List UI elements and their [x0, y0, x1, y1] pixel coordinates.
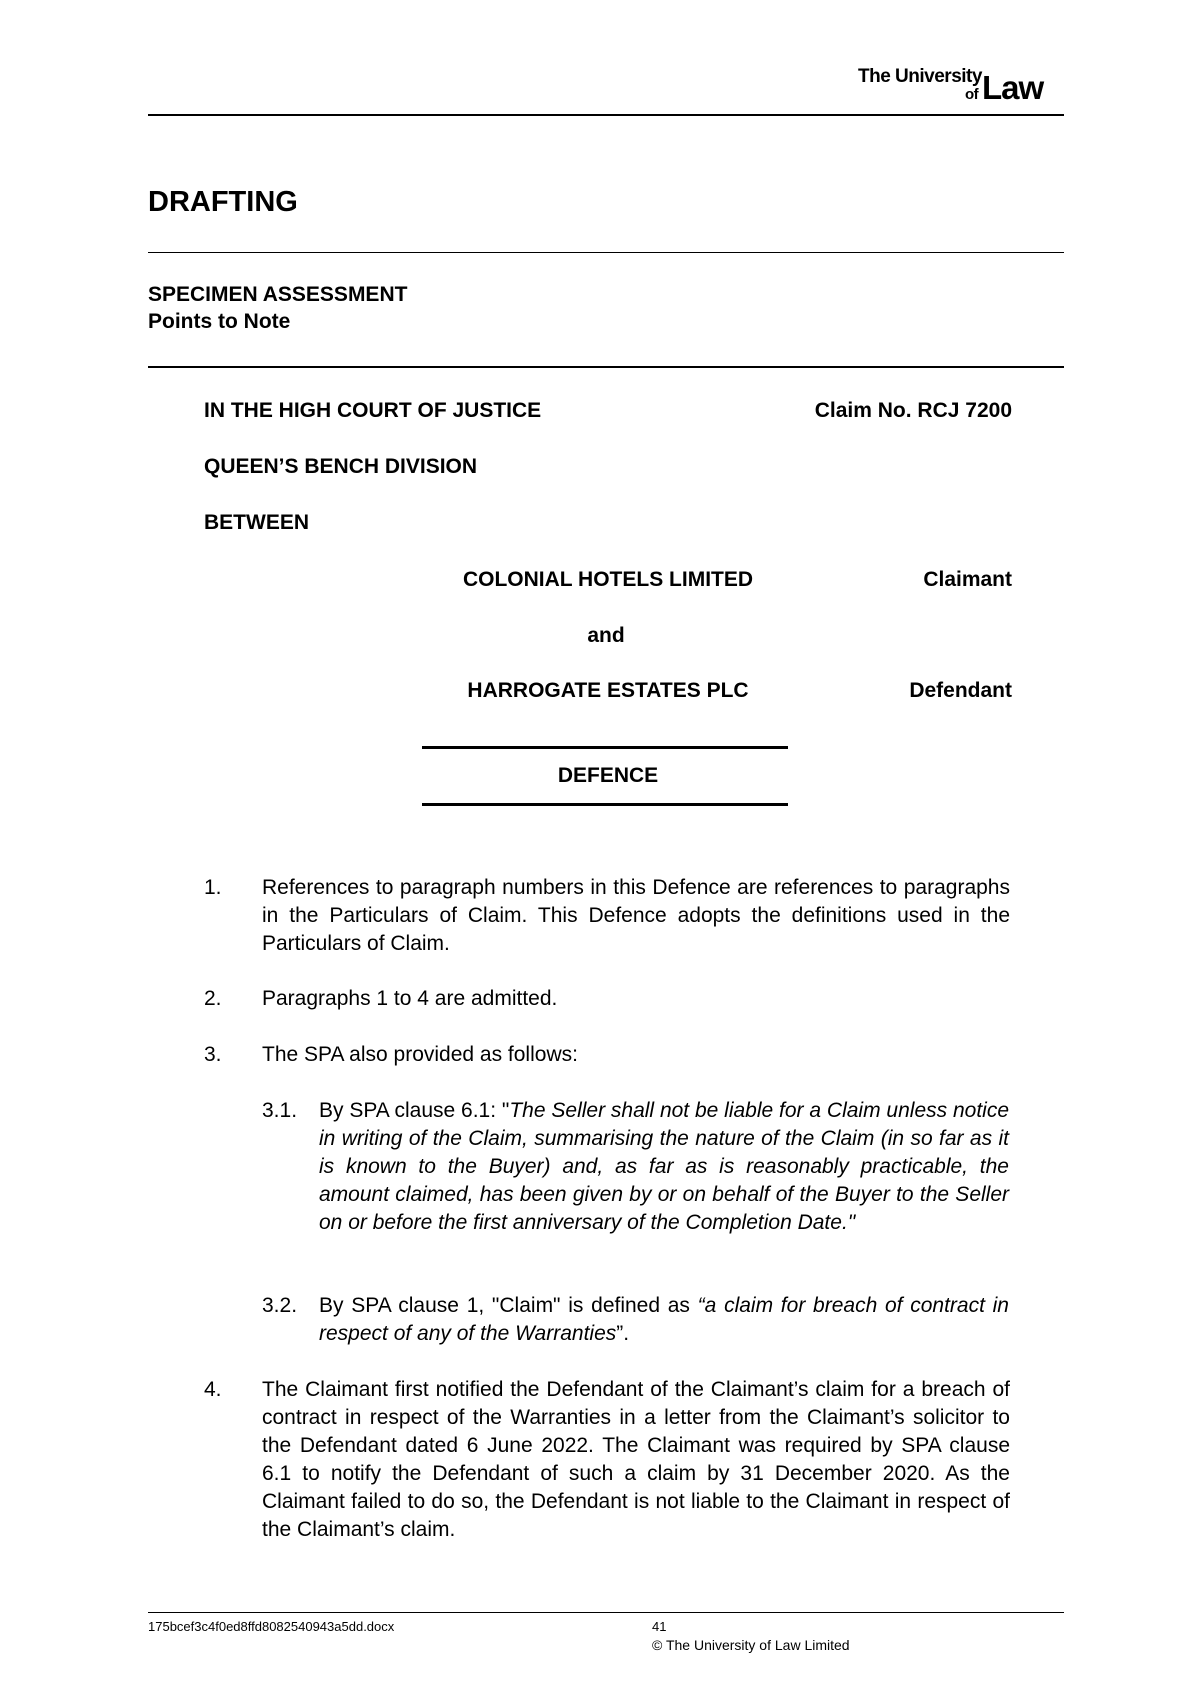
defence-title: DEFENCE — [557, 764, 659, 787]
clause-tail: ”. — [616, 1322, 630, 1345]
university-logo — [858, 62, 1068, 108]
clause-lead: By SPA clause 6.1: " — [319, 1099, 510, 1122]
paragraph-text: References to paragraph numbers in this Defence are references to paragraphs in the Particulars of Claim. This Defence adopts the definitions used in the Particulars of Claim. — [262, 876, 1010, 955]
page-title: DRAFTING — [148, 186, 298, 218]
court-division: QUEEN’S BENCH DIVISION — [204, 455, 478, 478]
footer-page-number: 41 — [652, 1619, 667, 1634]
paragraph-number: 1. — [204, 876, 222, 899]
defendant-role: Defendant — [909, 679, 1012, 702]
court-name: IN THE HIGH COURT OF JUSTICE — [204, 399, 542, 422]
claimant-name: COLONIAL HOTELS LIMITED — [462, 568, 754, 591]
subparagraph-text — [319, 1292, 1009, 1348]
assessment-title: SPECIMEN ASSESSMENT — [148, 283, 408, 306]
divider-rule — [148, 366, 1064, 368]
defendant-name: HARROGATE ESTATES PLC — [467, 679, 749, 702]
header-rule — [148, 114, 1064, 116]
clause-quote: “a claim for breach of contract in respect of any of the Warranties — [319, 1294, 1009, 1345]
paragraph-text: The Claimant first notified the Defendant of the Claimant’s claim for a breach of contract in respect of the Warranties in a letter from the Claimant’s solicitor to the Defendant dated 6 June 2022. The Claimant was required by SPA clause 6.1 to notify the Defendant of such a claim by 31 December 2020. As the Claimant failed to do so, the Defendant is not liable to the Claimant in respect of the Claimant’s claim. — [262, 1378, 1010, 1541]
title-rule-top — [422, 746, 788, 749]
footer-copyright: © The University of Law Limited — [652, 1637, 850, 1653]
footer-rule — [148, 1612, 1064, 1613]
claim-number: Claim No. RCJ 7200 — [814, 399, 1012, 422]
logo-line-1: The University — [858, 66, 982, 87]
title-rule-bottom — [422, 803, 788, 806]
between-label: BETWEEN — [204, 511, 309, 534]
subparagraph-number: 3.2. — [262, 1294, 298, 1317]
clause-quote: The Seller shall not be liable for a Claim unless notice in writing of the Claim, summarising the nature of the Claim (in so far as it is known to the Buyer) and, as far as is reasonably practicable, the amount claimed, has been given by or on behalf of the Buyer to the Seller on or before the first anniversary of the Completion Date." — [319, 1099, 1009, 1234]
assessment-subtitle: Points to Note — [148, 310, 291, 333]
footer-filename: 175bcef3c4f0ed8ffd8082540943a5dd.docx — [148, 1619, 395, 1634]
logo-line-2: of — [965, 86, 979, 103]
subparagraph-number: 3.1. — [262, 1099, 298, 1122]
paragraph-text: The SPA also provided as follows: — [262, 1043, 578, 1066]
and-label: and — [587, 624, 625, 647]
paragraph-number: 2. — [204, 987, 222, 1010]
subparagraph-text — [319, 1097, 1009, 1237]
claimant-role: Claimant — [923, 568, 1012, 591]
paragraph-number: 3. — [204, 1043, 222, 1066]
divider-rule — [148, 252, 1064, 253]
clause-lead: By SPA clause 1, "Claim" is defined as — [319, 1294, 698, 1317]
paragraph-number: 4. — [204, 1378, 222, 1401]
logo-line-3: Law — [982, 69, 1044, 106]
paragraph-text: Paragraphs 1 to 4 are admitted. — [262, 987, 558, 1010]
